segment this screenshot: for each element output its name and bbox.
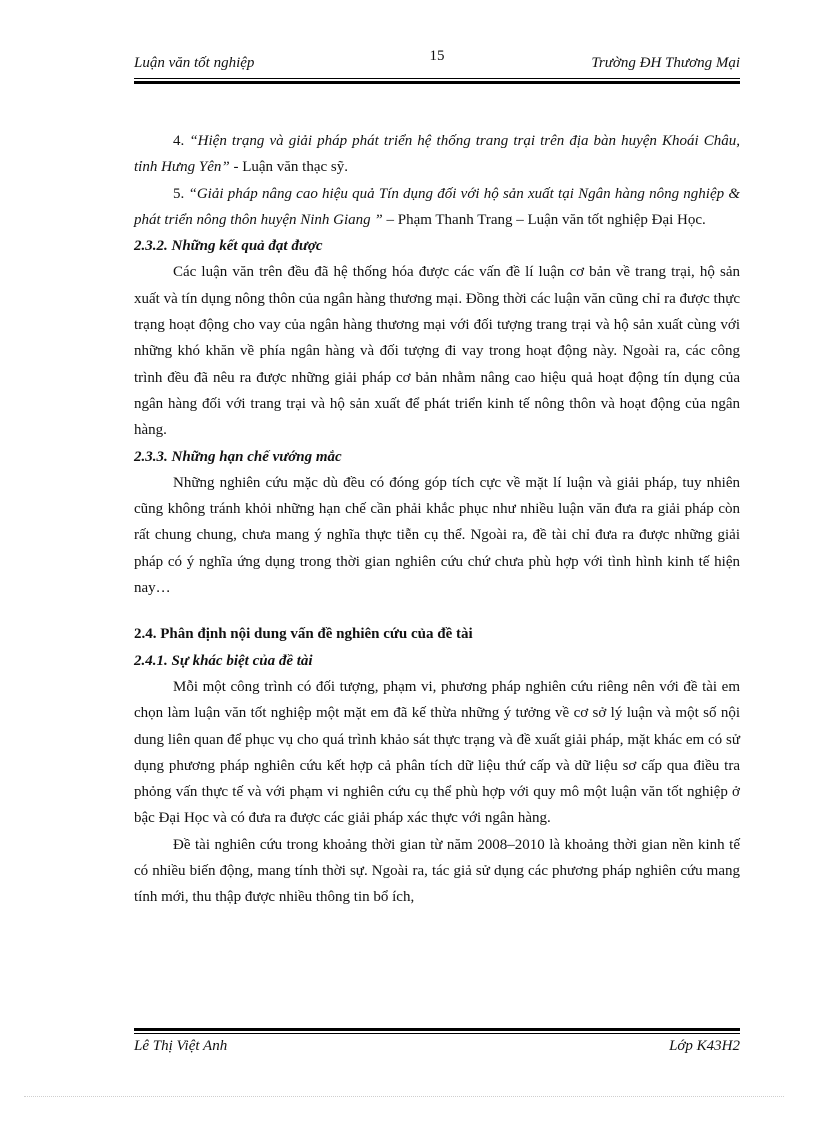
footer-rule-thin	[134, 1033, 740, 1034]
footer-class: Lớp K43H2	[669, 1038, 740, 1054]
page-number: 15	[429, 48, 445, 64]
reference-number: 5.	[173, 185, 189, 202]
page-body	[134, 128, 740, 911]
reference-number: 4.	[173, 133, 190, 149]
reference-title: “Giải pháp nâng cao hiệu quả Tín dụng đối với hộ sản xuất tại Ngân hàng nông nghiệp & phát triển nông thôn huyện Ninh Giang ”	[134, 185, 741, 228]
reference-note: - Luận văn thạc sỹ.	[229, 159, 348, 176]
paragraph: Những nghiên cứu mặc dù đều có đóng góp tích cực về mặt lí luận và giải pháp, tuy nhiên cũng không tránh khỏi những hạn chế cần phải khắc phục như nhiều luận văn đưa ra giải pháp còn rất chung chung, chưa mang ý nghĩa thực tiễn cụ thể. Ngoài ra, đề tài chỉ đưa ra được những giải pháp có ý nghĩa ứng dụng trong thời gian nghiên cứu chứ chưa phù hợp với tình hình kinh tế hiện nay…	[134, 474, 740, 597]
header-thesis-label: Luận văn tốt nghiệp	[134, 55, 255, 71]
reference-item-5	[134, 181, 740, 234]
reference-title: “Hiện trạng và giải pháp phát triển hệ thống trang trại trên địa bàn huyện Khoái Châu, tỉnh Hưng Yên”	[134, 133, 741, 176]
footer-author: Lê Thị Việt Anh	[134, 1038, 228, 1054]
reference-note: – Phạm Thanh Trang – Luận văn tốt nghiệp Đại Học.	[382, 211, 706, 228]
section-heading-2-3-2: 2.3.2. Những kết quả đạt được	[134, 238, 323, 255]
footer-rule-thick	[134, 1028, 740, 1031]
paragraph: Mỗi một công trình có đối tượng, phạm vi, phương pháp nghiên cứu riêng nên với đề tài em chọn làm luận văn tốt nghiệp một mặt em đã kế thừa những ý tưởng về cơ sở lý luận và một số nội dung liên quan để phục vụ cho quá trình khảo sát thực trạng và đề xuất giải pháp, mặt khác em có sử dụng phương pháp nghiên cứu kết hợp cả phân tích dữ liệu thứ cấp và dữ liệu sơ cấp qua điều tra phỏng vấn thực tế và với phạm vi nghiên cứu cụ thể phù hợp với quy mô một luận văn tốt nghiệp ở bậc Đại Học và có đưa ra được các giải pháp xác thực với ngân hàng.	[134, 678, 740, 827]
section-heading-2-4-1: 2.4.1. Sự khác biệt của đề tài	[134, 652, 313, 669]
spacer	[134, 601, 740, 621]
section-heading-2-3-3: 2.3.3. Những hạn chế vướng mắc	[134, 448, 342, 465]
section-heading-2-4: 2.4. Phân định nội dung vấn đề nghiên cứu của đề tài	[134, 626, 473, 643]
header-rule-thick	[134, 81, 740, 84]
header-university: Trường ĐH Thương Mại	[591, 55, 740, 71]
header-rule-thin	[134, 78, 740, 79]
paragraph: Đề tài nghiên cứu trong khoảng thời gian từ năm 2008–2010 là khoảng thời gian nền kinh tế có nhiều biến động, mang tính thời sự. Ngoài ra, tác giả sử dụng các phương pháp nghiên cứu mang tính mới, thu thập được nhiều thông tin bổ ích,	[134, 836, 740, 906]
page-edge-divider	[24, 1096, 784, 1097]
paragraph: Các luận văn trên đều đã hệ thống hóa được các vấn đề lí luận cơ bản về trang trại, hộ sản xuất và tín dụng nông thôn của ngân hàng thương mại. Đồng thời các luận văn cũng chỉ ra được thực trạng hoạt động cho vay của ngân hàng thương mại với đối tượng trang trại và hộ sản xuất cùng với những khó khăn về phía ngân hàng và đối tượng đi vay trong hoạt động này. Ngoài ra, các công trình đều đã nêu ra được những giải pháp cơ bản nhằm nâng cao hiệu quả hoạt động tín dụng của ngân hàng đối với trang trại và hộ sản xuất để phát triển kinh tế nông thôn và hoạt động của ngân hàng.	[134, 264, 740, 439]
reference-item-4	[134, 128, 740, 181]
